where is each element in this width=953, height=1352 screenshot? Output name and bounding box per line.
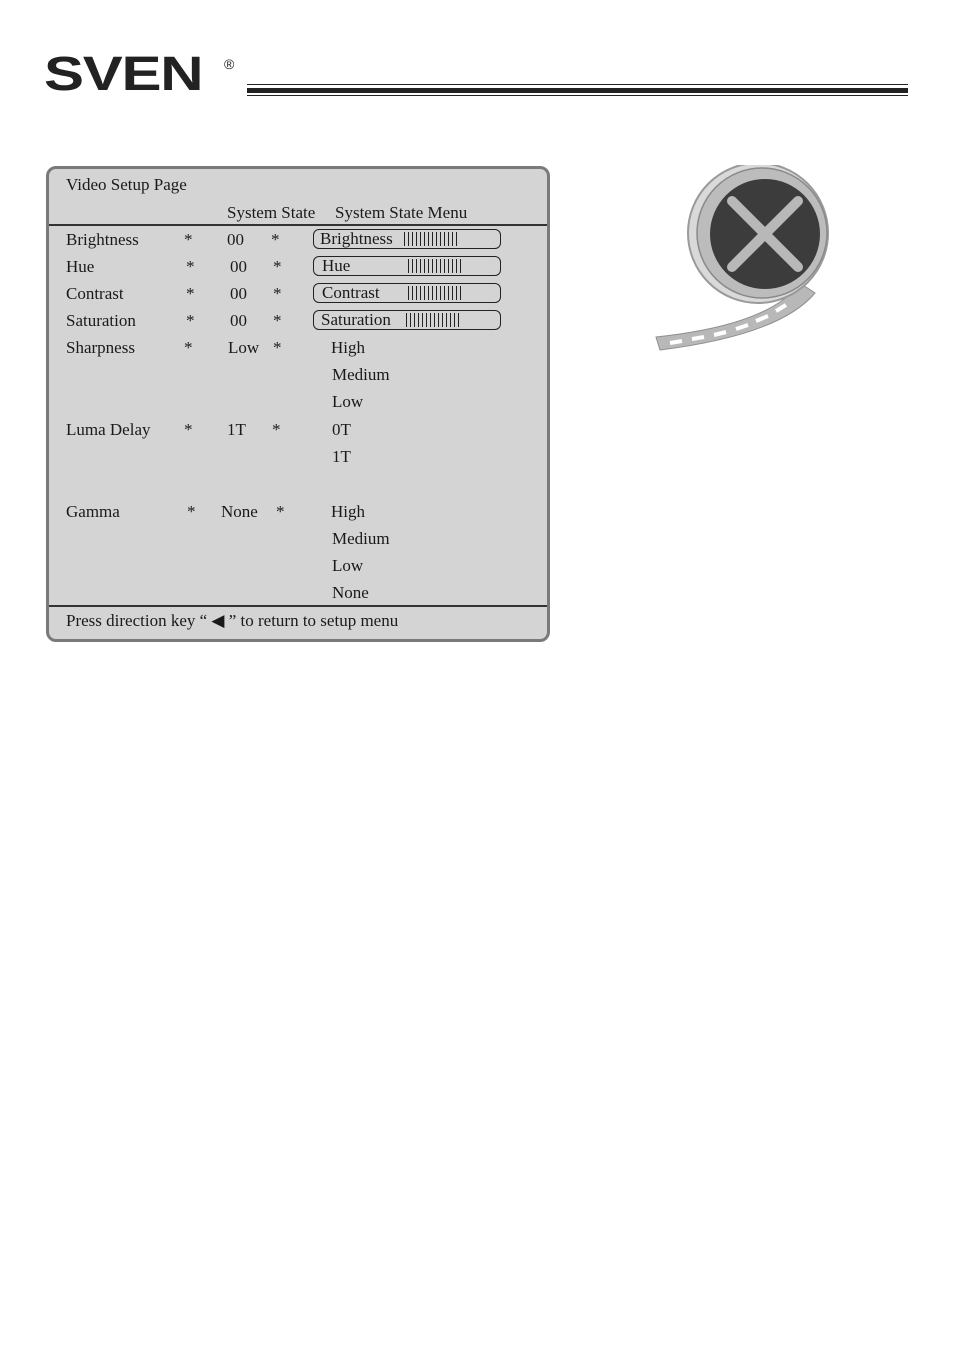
sharpness-option-high[interactable]: High — [331, 338, 365, 357]
row-marker-right: * — [273, 257, 282, 276]
col-system-state-menu: System State Menu — [335, 203, 468, 222]
header-rule-thick — [247, 88, 908, 93]
gamma-option-medium[interactable]: Medium — [332, 529, 390, 548]
film-reel-icon — [650, 165, 840, 355]
row-marker-left: * — [184, 338, 193, 357]
panel-title: Video Setup Page — [66, 175, 187, 194]
row-value-sharpness: Low — [228, 338, 260, 357]
header-divider — [49, 224, 547, 226]
header-rule-top — [247, 84, 908, 85]
hue-slider[interactable] — [313, 256, 501, 276]
row-marker-right: * — [272, 420, 281, 439]
col-system-state: System State — [227, 203, 316, 222]
saturation-slider[interactable] — [313, 310, 501, 330]
row-value-hue: 00 — [230, 257, 247, 276]
contrast-slider-label: Contrast — [322, 283, 380, 302]
row-marker-left: * — [184, 230, 193, 249]
footer-hint: Press direction key “ ◀ ” to return to setup menu — [66, 611, 399, 630]
gamma-option-none[interactable]: None — [332, 583, 369, 602]
row-value-saturation: 00 — [230, 311, 247, 330]
row-value-contrast: 00 — [230, 284, 247, 303]
brightness-slider[interactable] — [313, 229, 501, 249]
contrast-slider[interactable] — [313, 283, 501, 303]
row-marker-left: * — [186, 284, 195, 303]
row-marker-left: * — [186, 311, 195, 330]
hue-slider-label: Hue — [322, 256, 351, 275]
luma-delay-option-1t[interactable]: 1T — [332, 447, 351, 466]
hue-slider-bars — [408, 259, 464, 273]
row-marker-right: * — [273, 338, 282, 357]
saturation-slider-bars — [406, 313, 462, 327]
row-value-luma-delay: 1T — [227, 420, 246, 439]
row-label-contrast: Contrast — [66, 284, 124, 303]
saturation-slider-label: Saturation — [321, 310, 391, 329]
row-label-brightness: Brightness — [66, 230, 139, 249]
sven-logo: SVEN — [44, 48, 203, 101]
video-setup-panel — [46, 166, 550, 642]
row-marker-right: * — [273, 311, 282, 330]
row-marker-right: * — [271, 230, 280, 249]
row-label-sharpness: Sharpness — [66, 338, 135, 357]
row-label-gamma: Gamma — [66, 502, 120, 521]
row-label-saturation: Saturation — [66, 311, 136, 330]
row-label-hue: Hue — [66, 257, 95, 276]
header-rule-bottom — [247, 95, 908, 96]
contrast-slider-bars — [408, 286, 464, 300]
row-value-brightness: 00 — [227, 230, 244, 249]
row-value-gamma: None — [221, 502, 258, 521]
registered-mark: ® — [224, 56, 235, 72]
footer-divider — [49, 605, 547, 607]
row-marker-left: * — [184, 420, 193, 439]
sharpness-option-medium[interactable]: Medium — [332, 365, 390, 384]
brightness-slider-bars — [404, 232, 460, 246]
gamma-option-low[interactable]: Low — [332, 556, 364, 575]
brightness-slider-label: Brightness — [320, 229, 393, 248]
gamma-option-high[interactable]: High — [331, 502, 365, 521]
row-marker-left: * — [187, 502, 196, 521]
luma-delay-option-0t[interactable]: 0T — [332, 420, 351, 439]
row-label-luma-delay: Luma Delay — [66, 420, 151, 439]
row-marker-right: * — [273, 284, 282, 303]
row-marker-right: * — [276, 502, 285, 521]
row-marker-left: * — [186, 257, 195, 276]
sharpness-option-low[interactable]: Low — [332, 392, 364, 411]
